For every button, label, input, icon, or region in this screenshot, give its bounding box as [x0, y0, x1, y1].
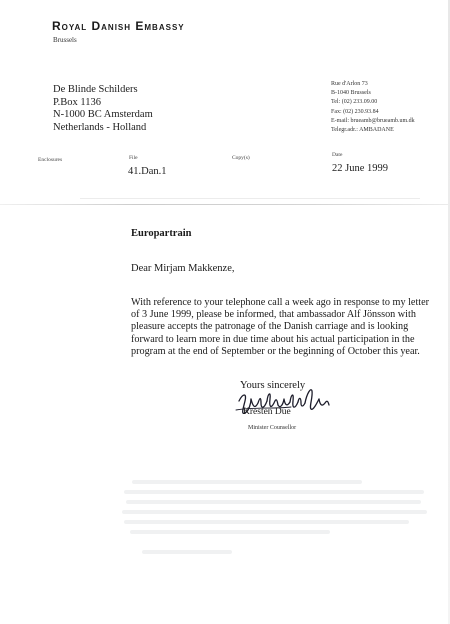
letterhead-title: Royal Danish Embassy: [52, 19, 185, 33]
embassy-address-line: B-1040 Brussels: [331, 90, 371, 97]
letter-subject: Europartrain: [131, 228, 192, 239]
file-label: File: [129, 155, 138, 161]
embassy-address-line: Tel: (02) 233.09.00: [331, 99, 378, 106]
embassy-address-line: Rue d'Arlon 73: [331, 81, 368, 87]
fold-shadow: [80, 198, 420, 199]
recipient-line: De Blinde Schilders: [53, 84, 138, 95]
date-value: 22 June 1999: [332, 163, 388, 174]
handwritten-signature: [233, 383, 333, 423]
file-value: 41.Dan.1: [128, 166, 167, 177]
body-line: program at the end of September or the beginning of October this year.: [131, 345, 420, 357]
date-label: Date: [332, 152, 343, 158]
recipient-line: N-1000 BC Amsterdam: [53, 109, 153, 120]
embassy-address-line: Fax: (02) 230.93.84: [331, 108, 379, 115]
recipient-address: [53, 84, 153, 134]
fold-line: [0, 204, 450, 205]
body-line: of 3 June 1999, please be informed, that ambassador Alf Jönsson with: [131, 309, 416, 321]
body-line: With reference to your telephone call a week ago in response to my letter: [131, 297, 430, 308]
letterhead-subtitle: Brussels: [53, 36, 77, 44]
embassy-address: [331, 80, 415, 135]
enclosures-label: Enclosures: [38, 157, 63, 163]
letter-closing: Yours sincerely: [240, 380, 306, 391]
show-through-text: [112, 478, 442, 558]
signer-title: Minister Counsellor: [248, 425, 297, 431]
recipient-line: Netherlands - Holland: [53, 121, 147, 133]
signer-name: Kresten Due: [243, 407, 291, 417]
recipient-line: P.Box 1136: [53, 96, 102, 108]
body-line: pleasure accepts the patronage of the Danish carriage and is looking: [131, 321, 409, 333]
copies-label: Copy(s): [232, 155, 250, 161]
letter-salutation: Dear Mirjam Makkenze,: [131, 263, 235, 274]
embassy-address-line: E-mail: brueamb@brueamb.um.dk: [331, 117, 415, 124]
letter-body: [131, 297, 430, 358]
embassy-address-line: Telegr.adr.: AMBADANE: [331, 127, 394, 134]
body-line: forward to learn more in due time about his actual participation in the: [131, 333, 415, 345]
